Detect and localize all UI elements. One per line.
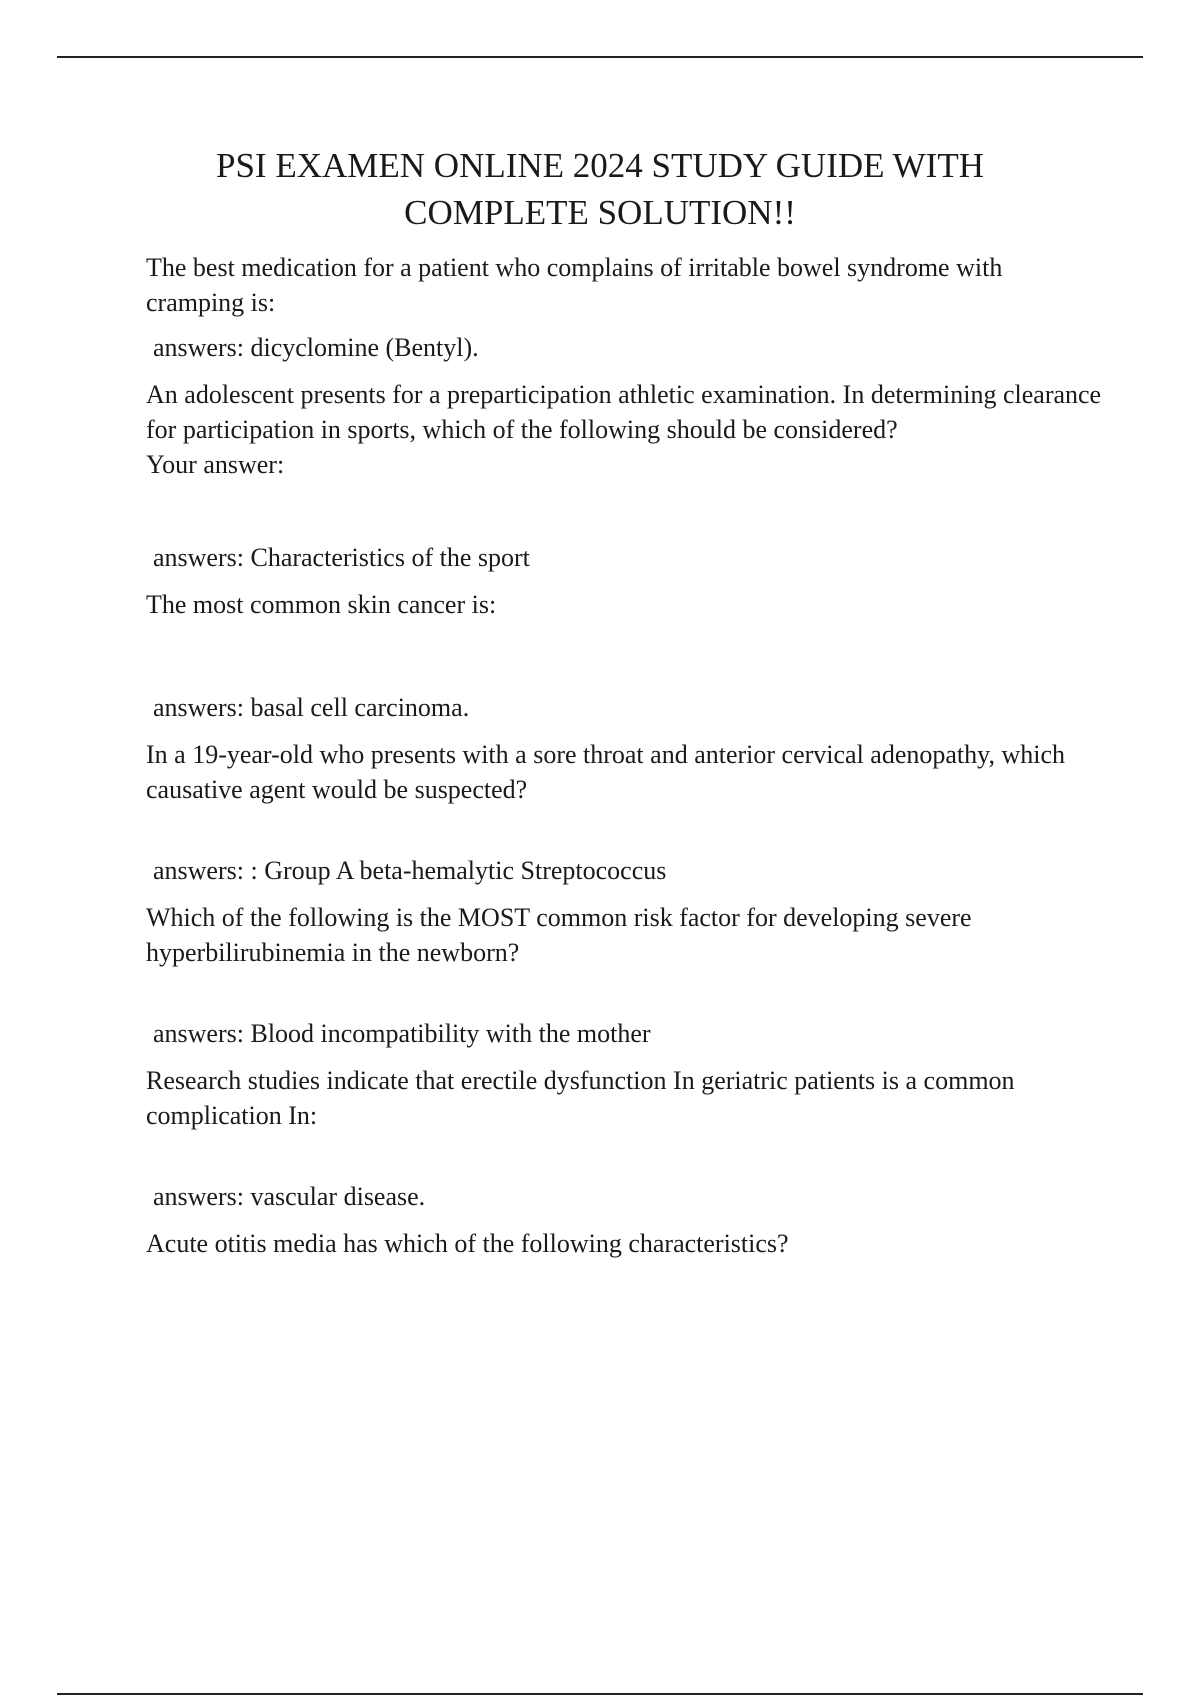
- question-2-your-answer: Your answer:: [146, 450, 285, 479]
- title-line-1: PSI EXAMEN ONLINE 2024 STUDY GUIDE WITH: [216, 146, 984, 185]
- answer-2: answers: Characteristics of the sport: [153, 543, 530, 572]
- question-3: The most common skin cancer is:: [146, 590, 497, 619]
- answer-5: answers: Blood incompatibility with the mother: [153, 1019, 651, 1048]
- question-5: Which of the following is the MOST common risk factor for developing severe hyperbilirubinemia in the newborn?: [146, 903, 972, 967]
- qa-item-3: [146, 587, 1106, 725]
- question-7: Acute otitis media has which of the following characteristics?: [146, 1229, 789, 1258]
- qa-item-5: [146, 900, 1106, 1051]
- answer-1: answers: dicyclomine (Bentyl).: [153, 333, 479, 362]
- document-title: [100, 142, 1100, 236]
- top-rule: [57, 56, 1143, 58]
- question-6: Research studies indicate that erectile dysfunction In geriatric patients is a common complication In:: [146, 1066, 1015, 1130]
- qa-item-4: [146, 737, 1106, 888]
- qa-item-2: [146, 377, 1106, 575]
- qa-item-7: [146, 1226, 1106, 1261]
- answer-4: answers: : Group A beta-hemalytic Streptococcus: [153, 856, 667, 885]
- qa-list: [146, 250, 1106, 1261]
- answer-3: answers: basal cell carcinoma.: [153, 693, 470, 722]
- question-4: In a 19-year-old who presents with a sore throat and anterior cervical adenopathy, which causative agent would be suspected?: [146, 740, 1066, 804]
- question-2: An adolescent presents for a preparticipation athletic examination. In determining clearance for participation in sports, which of the following should be considered?: [146, 380, 1102, 444]
- answer-6: answers: vascular disease.: [153, 1182, 426, 1211]
- qa-item-6: [146, 1063, 1106, 1214]
- bottom-rule: [57, 1693, 1143, 1695]
- title-line-2: COMPLETE SOLUTION!!: [404, 193, 796, 232]
- qa-item-1: [146, 250, 1106, 365]
- question-1: The best medication for a patient who complains of irritable bowel syndrome with cramping is:: [146, 253, 1003, 317]
